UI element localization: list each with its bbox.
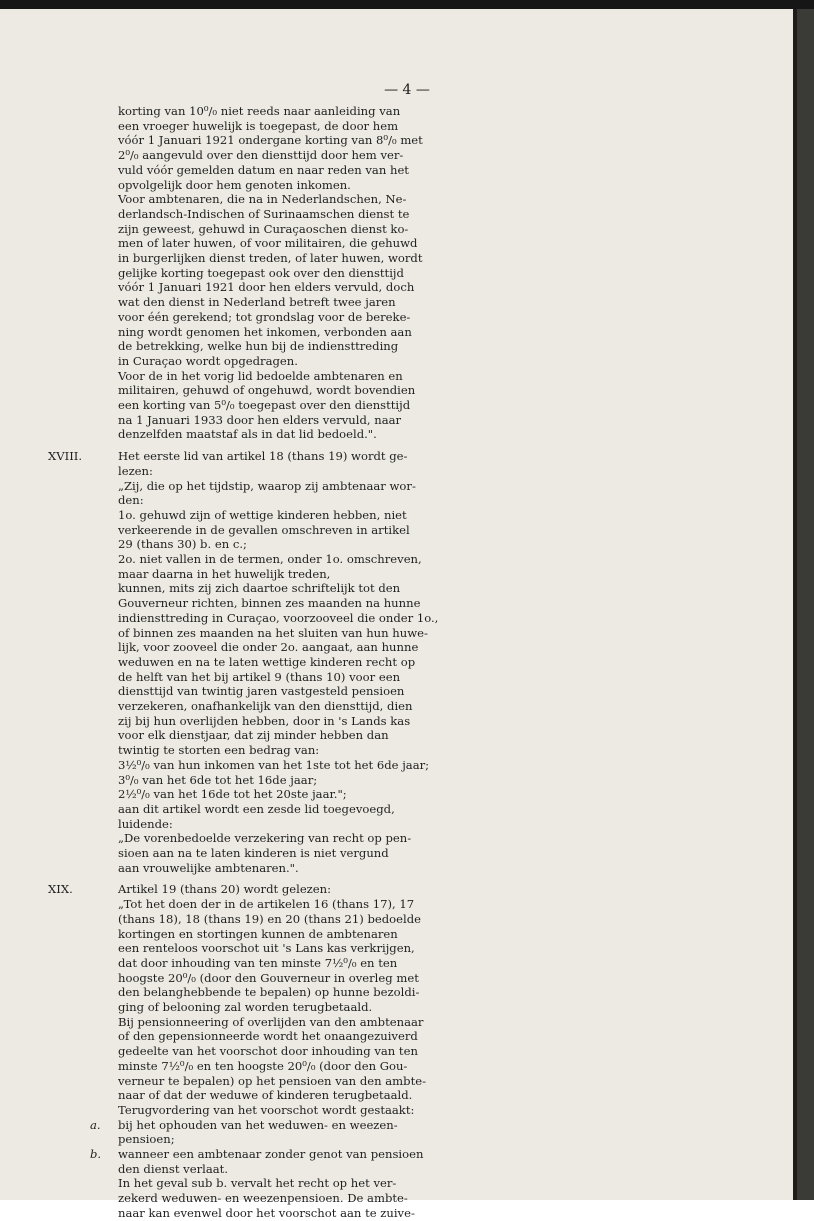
section-line: aan vrouwelijke ambtenaren.". (118, 860, 299, 875)
section-line: twintig te storten een bedrag van: (118, 743, 320, 758)
section-line: lijk, voor zooveel die onder 2o. aangaat, aan hunne (118, 640, 419, 655)
intro-line: de betrekking, welke hun bij de indiensttreding (118, 339, 399, 354)
section-line: pensioen; (118, 1132, 175, 1147)
section-line: den: (118, 493, 144, 508)
section-line: 2o. niet vallen in de termen, onder 1o. omschreven, (118, 552, 422, 566)
section-line: verneur te bepalen) op het pensioen van den ambte- (118, 1073, 427, 1088)
section-line: minste 7½⁰/₀ en ten hoogste 20⁰/₀ (door den Gou- (118, 1058, 408, 1073)
section-line: ging of belooning zal worden terugbetaald. (118, 1000, 373, 1014)
list-marker-b: b. (90, 1147, 102, 1161)
section-line: zij bij hun overlijden hebben, door in 's Lands kas (118, 713, 411, 728)
scan-right-border (793, 9, 814, 1200)
intro-line: opvolgelijk door hem genoten inkomen. (118, 177, 351, 192)
intro-line: in burgerlijken dienst treden, of later huwen, wordt (118, 251, 423, 265)
intro-line: derlandsch-Indischen of Surinaamschen dienst te (118, 206, 410, 221)
intro-line: ning wordt genomen het inkomen, verbonden aan (118, 324, 412, 339)
intro-line: korting van 10⁰/₀ niet reeds naar aanleiding van (118, 104, 401, 118)
section-line: Gouverneur richten, binnen zes maanden na hunne (118, 596, 421, 611)
section-line: sioen aan na te laten kinderen is niet vergund (118, 846, 389, 860)
intro-line: een korting van 5⁰/₀ toegepast over den diensttijd (118, 398, 411, 412)
section-line: In het geval sub b. vervalt het recht op het ver- (118, 1176, 397, 1191)
list-marker-a: a. (90, 1117, 101, 1132)
section-line: voor elk dienstjaar, dat zij minder hebben dan (118, 728, 389, 743)
section-line: Terugvordering van het voorschot wordt gestaakt: (118, 1102, 415, 1117)
intro-line: 2⁰/₀ aangevuld over den diensttijd door hem ver- (118, 148, 404, 163)
intro-line: voor één gerekend; tot grondslag voor de bereke- (118, 309, 411, 324)
section-line: hoogste 20⁰/₀ (door den Gouverneur in overleg met (118, 970, 419, 985)
section-line: zekerd weduwen- en weezenpensioen. De ambte- (118, 1191, 408, 1206)
section-line: gedeelte van het voorschot door inhouding van ten (118, 1044, 418, 1059)
section-line: „De vorenbedoelde verzekering van recht op pen- (118, 831, 412, 846)
intro-line: vóór 1 Januari 1921 ondergane korting van 8⁰/₀ met (118, 133, 423, 148)
section-line: luidende: (118, 816, 173, 831)
intro-line: wat den dienst in Nederland betreft twee jaren (118, 295, 396, 310)
section-line: Artikel 19 (thans 20) wordt gelezen: (118, 882, 332, 897)
section-line: dat door inhouding van ten minste 7½⁰/₀ en ten (118, 955, 398, 970)
intro-line: Voor ambtenaren, die na in Nederlandschen, Ne- (118, 192, 407, 207)
section-line: 1o. gehuwd zijn of wettige kinderen hebben, niet (118, 507, 407, 522)
intro-line: in Curaçao wordt opgedragen. (118, 353, 298, 368)
intro-line: gelijke korting toegepast ook over den diensttijd (118, 265, 404, 280)
intro-line: na 1 Januari 1933 door hen elders vervuld, naar (118, 412, 402, 427)
section-line: 29 (thans 30) b. en c.; (118, 537, 247, 552)
section-line: den belanghebbende te bepalen) op hunne bezoldi- (118, 985, 420, 1000)
section-line: kortingen en stortingen kunnen de ambtenaren (118, 926, 398, 941)
section-line: verzekeren, onafhankelijk van den diensttijd, dien (118, 699, 413, 713)
section-line: „Zij, die op het tijdstip, waarop zij ambtenaar wor- (118, 478, 416, 493)
section-line: diensttijd van twintig jaren vastgesteld pensioen (118, 684, 405, 699)
intro-line: zijn geweest, gehuwd in Curaçaoschen dienst ko- (118, 221, 409, 236)
section-line: verkeerende in de gevallen omschreven in artikel (118, 522, 410, 537)
intro-line: Voor de in het vorig lid bedoelde ambtenaren en (118, 368, 403, 383)
section-line: „Tot het doen der in de artikelen 16 (thans 17), 17 (118, 897, 415, 912)
section-line: of den gepensionneerde wordt het onaangezuiverd (118, 1029, 418, 1044)
section-line: wanneer een ambtenaar zonder genot van pensioen (118, 1147, 424, 1161)
intro-line: vuld vóór gemelden datum en naar reden van het (118, 162, 409, 177)
page-number: — 4 — (384, 82, 430, 98)
section-line: 2½⁰/₀ van het 16de tot het 20ste jaar."; (118, 787, 347, 802)
section-line: naar of dat der weduwe of kinderen terugbetaald. (118, 1088, 413, 1103)
section-label: XIX. (48, 882, 73, 897)
section-line: 3½⁰/₀ van hun inkomen van het 1ste tot het 6de jaar; (118, 757, 430, 772)
section-line: (thans 18), 18 (thans 19) en 20 (thans 21) bedoelde (118, 911, 421, 926)
intro-line: een vroeger huwelijk is toegepast, de door hem (118, 118, 399, 133)
scan-top-border (0, 0, 814, 9)
section-line: 3⁰/₀ van het 6de tot het 16de jaar; (118, 772, 318, 787)
section-line: naar kan evenwel door het voorschot aan te zuive- (118, 1205, 415, 1220)
section-line: weduwen en na te laten wettige kinderen recht op (118, 654, 416, 669)
section-line: Het eerste lid van artikel 18 (thans 19) wordt ge- (118, 449, 408, 464)
section-line: Bij pensionneering of overlijden van den ambtenaar (118, 1014, 424, 1029)
section-line: maar daarna in het huwelijk treden, (118, 566, 331, 581)
section-line: lezen: (118, 463, 153, 478)
section-line: kunnen, mits zij zich daartoe schriftelijk tot den (118, 581, 401, 596)
section-label: XVIII. (48, 449, 83, 464)
section-line: een renteloos voorschot uit 's Lans kas verkrijgen, (118, 941, 415, 956)
section-line: bij het ophouden van het weduwen- en weezen- (118, 1117, 398, 1132)
intro-line: vóór 1 Januari 1921 door hen elders vervuld, doch (118, 280, 415, 295)
section-line: of binnen zes maanden na het sluiten van hun huwe- (118, 625, 428, 640)
section-line: de helft van het bij artikel 9 (thans 10) voor een (118, 669, 401, 684)
section-line: den dienst verlaat. (118, 1161, 229, 1176)
section-line: indiensttreding in Curaçao, voorzooveel die onder 1o., (118, 610, 439, 625)
section-line: aan dit artikel wordt een zesde lid toegevoegd, (118, 801, 395, 816)
intro-line: militairen, gehuwd of ongehuwd, wordt bovendien (118, 383, 416, 398)
intro-line: denzelfden maatstaf als in dat lid bedoeld.". (118, 427, 377, 442)
intro-line: men of later huwen, of voor militairen, die gehuwd (118, 236, 418, 251)
